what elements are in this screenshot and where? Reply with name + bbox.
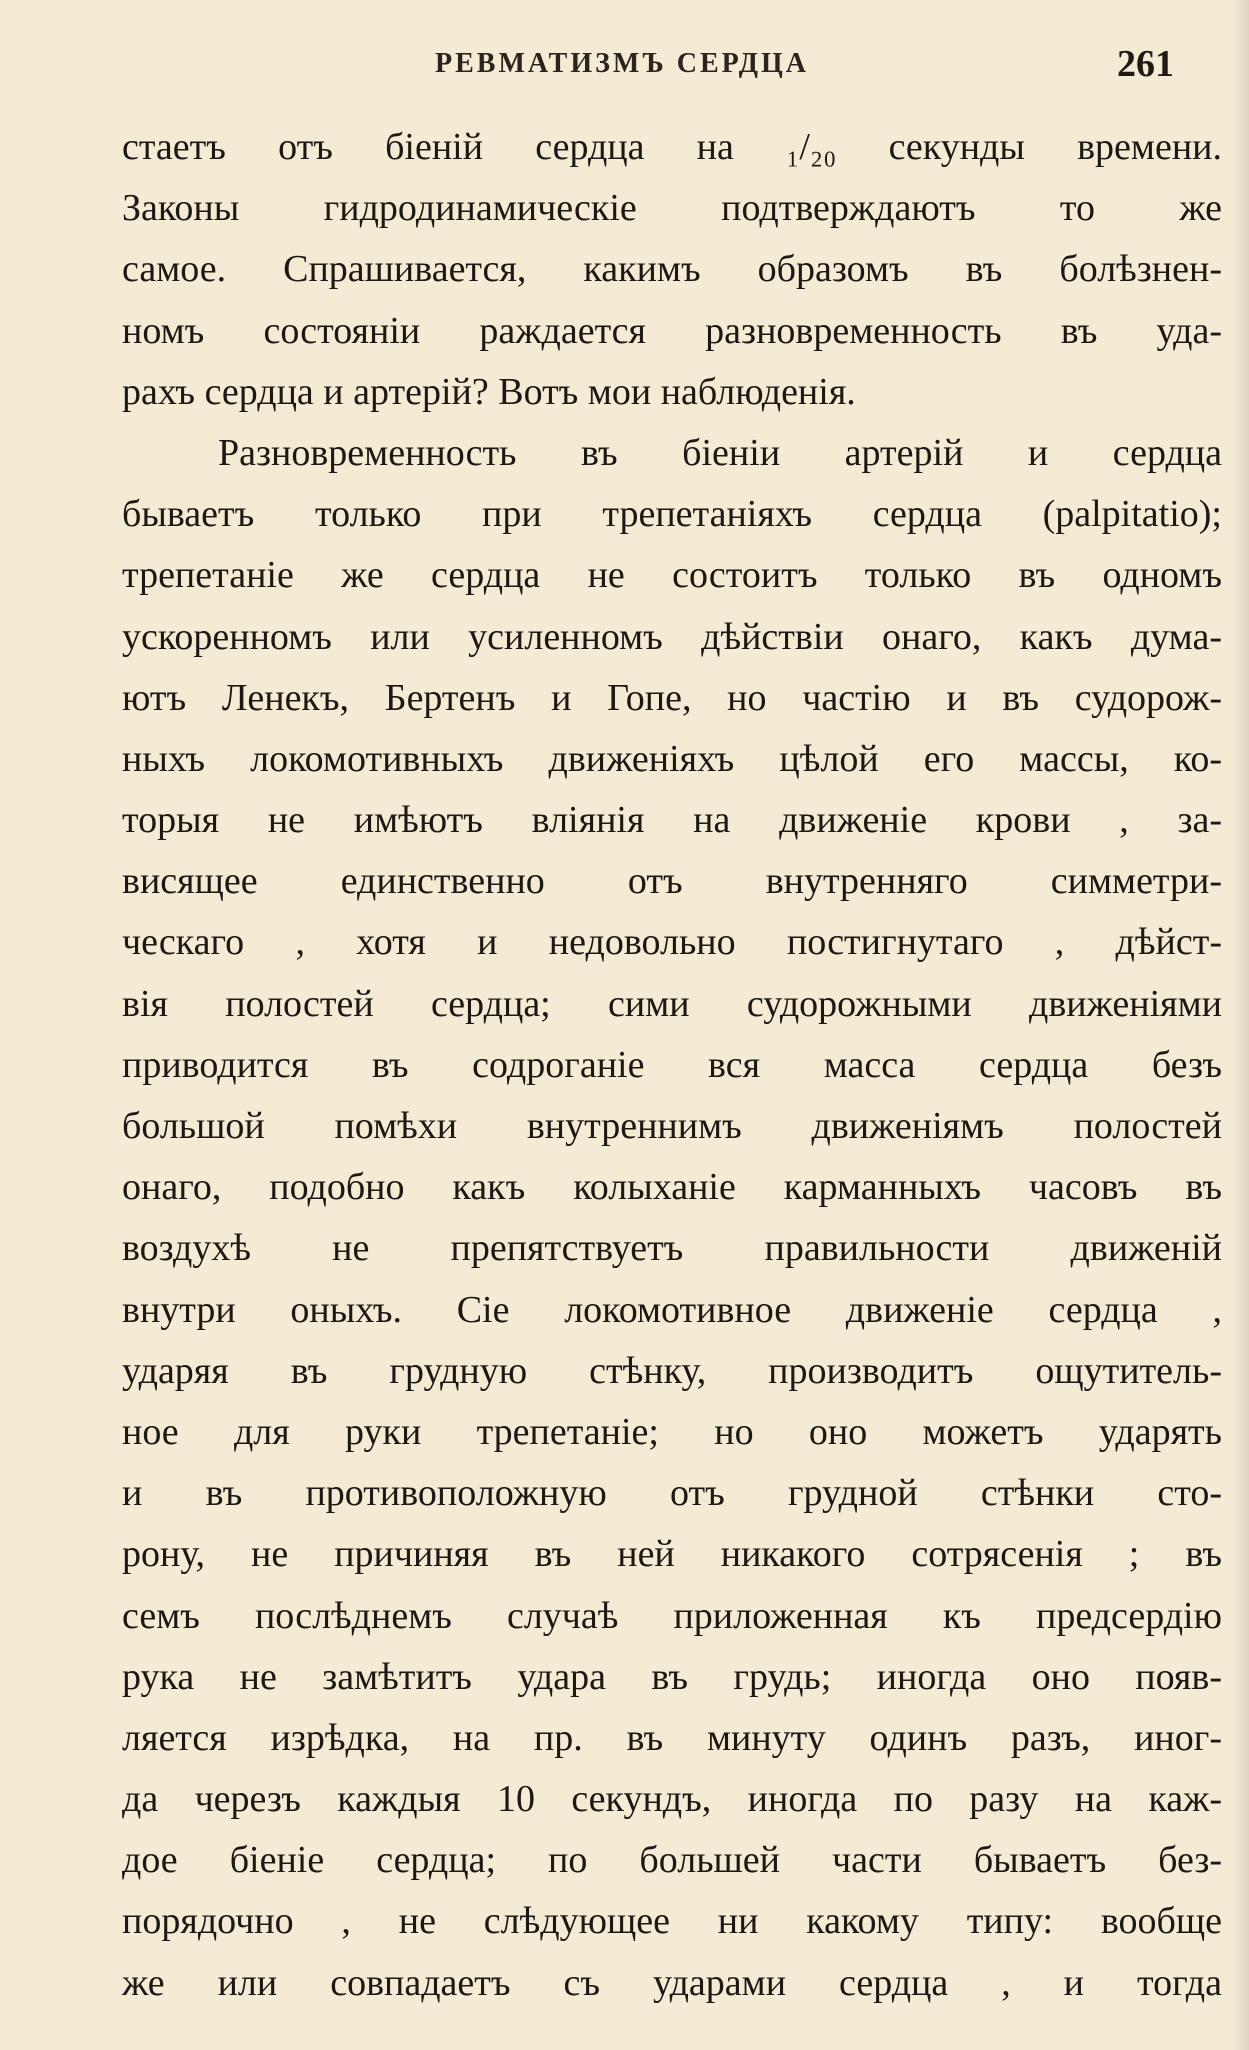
text-line: же или совпадаетъ съ ударами сердца , и тогда — [122, 1961, 1222, 2004]
text-line: рахъ сердца и артерій? Вотъ мои наблюденія. — [122, 370, 856, 413]
text-line: самое. Спрашивается, какимъ образомъ въ болѣзнен- — [122, 248, 1222, 291]
text-line: да черезъ каждыя 10 секундъ, иногда по разу на каж- — [122, 1778, 1222, 1821]
text-line: порядочно , не слѣдующее ни какому типу: вообще — [122, 1900, 1222, 1943]
text-line: ныхъ локомотивныхъ движеніяхъ цѣлой его массы, ко- — [122, 737, 1222, 780]
text-line: рука не замѣтитъ удара въ грудь; иногда оно появ- — [122, 1655, 1222, 1698]
text-line: воздухѣ не препятствуетъ правильности движеній — [122, 1227, 1222, 1270]
text-line: ютъ Ленекъ, Бертенъ и Гопе, но частію и въ судорож- — [122, 676, 1222, 719]
text-line: вія полостей сердца; сими судорожными движеніями — [122, 982, 1222, 1025]
text-line: дое біеніе сердца; по большей части бываетъ без- — [122, 1839, 1222, 1882]
text-line: стаетъ отъ біенiй сердца на ₁/₂₀ секунды времени. — [122, 126, 1222, 168]
text-line: номъ состояніи раждается разновременность въ уда- — [122, 309, 1222, 352]
text-line: висящее единственно отъ внутренняго симметри- — [122, 860, 1222, 903]
page-header — [0, 42, 1249, 92]
text-line: семъ послѣднемъ случаѣ приложенная къ предсердію — [122, 1594, 1222, 1637]
text-line: бываетъ только при трепетаніяхъ сердца (palpitatio); — [122, 493, 1222, 536]
text-line: онаго, подобно какъ колыханіе карманныхъ часовъ въ — [122, 1166, 1222, 1209]
text-line: Разновременность въ біеніи артерій и сердца — [218, 431, 1222, 474]
text-line: рону, не причиняя въ ней никакого сотрясенія ; въ — [122, 1533, 1222, 1576]
text-line: трепетаніе же сердца не состоитъ только въ одномъ — [122, 554, 1222, 597]
text-line: ляется изрѣдка, на пр. въ минуту одинъ разъ, иног- — [122, 1716, 1222, 1759]
page-number: 261 — [1117, 43, 1174, 85]
text-line: приводится въ содроганіе вся масса сердца безъ — [122, 1043, 1222, 1086]
text-line: Законы гидродинамическіе подтверждаютъ то же — [122, 187, 1222, 230]
running-head: РЕВМАТИЗМЪ СЕРДЦА — [435, 48, 809, 79]
body-text — [122, 117, 1222, 2014]
text-line: ческаго , хотя и недовольно постигнутаго , дѣйст- — [122, 921, 1222, 964]
text-line: ное для руки трепетаніе; но оно можетъ ударять — [122, 1410, 1222, 1453]
text-line: ударяя въ грудную стѣнку, производитъ ощутитель- — [122, 1349, 1222, 1392]
text-line: внутри оныхъ. Сіе локомотивное движеніе сердца , — [122, 1288, 1222, 1331]
text-line: большой помѣхи внутреннимъ движеніямъ полостей — [122, 1105, 1222, 1147]
text-line: торыя не имѣютъ вліянія на движеніе крови , за- — [122, 799, 1222, 842]
text-line: ускоренномъ или усиленномъ дѣйствіи онаго, какъ дума- — [122, 615, 1222, 658]
text-line: и въ противоположную отъ грудной стѣнки сто- — [122, 1472, 1222, 1515]
